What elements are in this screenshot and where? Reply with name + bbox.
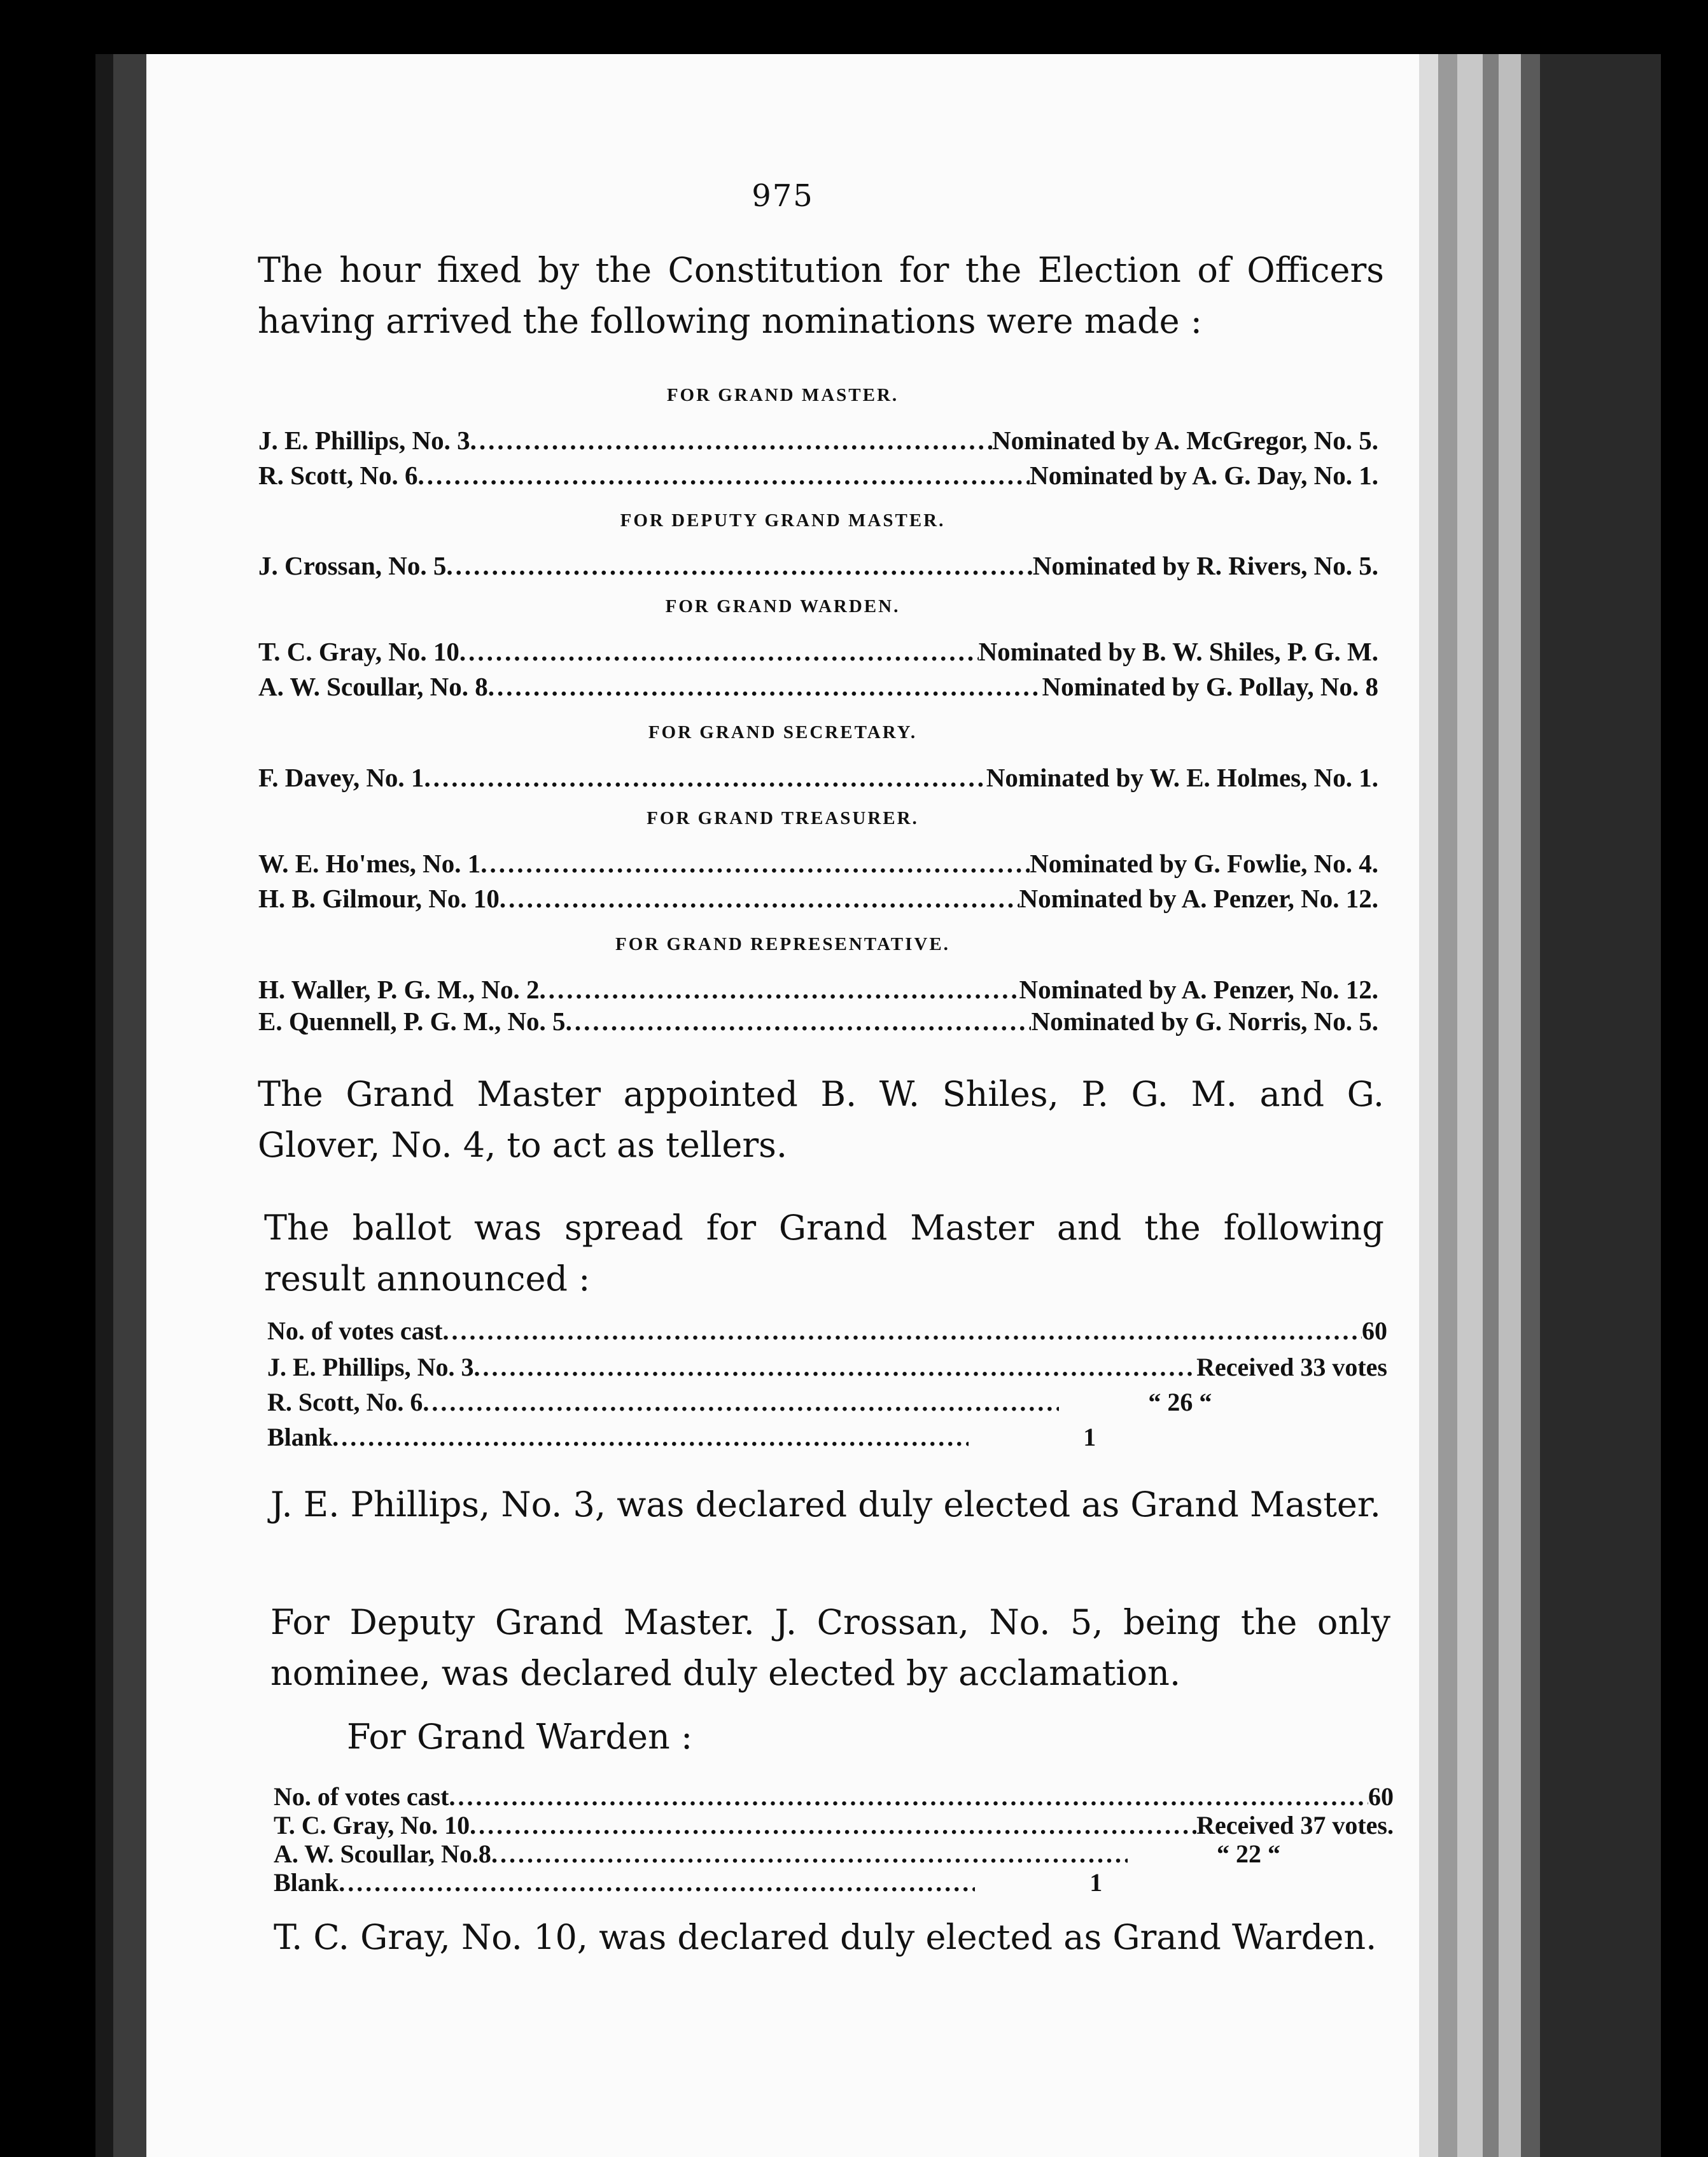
nominator: Nominated by G. Pollay, No. 8: [1042, 672, 1378, 701]
leader-dots: [446, 550, 1032, 581]
heading-grand-representative: FOR GRAND REPRESENTATIVE.: [615, 934, 950, 954]
tally-row: [274, 1810, 1394, 1841]
dgm-paragraph: For Deputy Grand Master. J. Crossan, No. 5, being the only nominee, was declared duly elected by acclamation.: [270, 1602, 1390, 1693]
nominee-name: E. Quennell, P. G. M., No. 5: [258, 1007, 566, 1036]
tally-row: [267, 1352, 1387, 1383]
leader-dots: [443, 1316, 1362, 1346]
nominee-name: J. E. Phillips, No. 3: [258, 426, 470, 455]
leader-dots: [474, 1352, 1197, 1382]
nomination-row: [258, 460, 1378, 492]
leader-dots: [424, 762, 986, 793]
intro-paragraph: The hour fixed by the Constitution for the Election of Officers having arrived the following nominations were made :: [258, 250, 1384, 341]
page-edges: [1419, 54, 1686, 2157]
nomination-row: [258, 883, 1378, 915]
page-number: 975: [752, 178, 814, 214]
nominee-name: J. Crossan, No. 5: [258, 551, 447, 580]
nominee-name: W. E. Ho'mes, No. 1: [258, 849, 481, 878]
tally-label: T. C. Gray, No. 10: [274, 1811, 470, 1839]
leader-dots: [470, 425, 992, 456]
binding-shadow-dark: [95, 54, 113, 2157]
page: [146, 54, 1419, 2157]
leader-dots: [449, 1782, 1369, 1811]
gw-heading: For Grand Warden :: [347, 1717, 693, 1757]
ballot-paragraph: The ballot was spread for Grand Master and the following result announced :: [264, 1208, 1384, 1299]
tally-label: Blank: [267, 1423, 333, 1451]
tally-value: “ 26 “: [1148, 1388, 1212, 1416]
tally-value: 60: [1362, 1316, 1387, 1345]
nominator: Nominated by A. G. Day, No. 1.: [1030, 461, 1378, 490]
heading-grand-treasurer: FOR GRAND TREASURER.: [647, 808, 919, 828]
nominee-name: H. B. Gilmour, No. 10: [258, 884, 500, 913]
leader-dots: [488, 671, 1042, 702]
tally-row: [267, 1316, 1387, 1346]
nomination-row: [258, 425, 1378, 457]
nominator: Nominated by W. E. Holmes, No. 1.: [986, 763, 1378, 792]
tally-value: 60: [1368, 1782, 1394, 1811]
nomination-row: [258, 1006, 1378, 1038]
heading-grand-warden: FOR GRAND WARDEN.: [665, 596, 900, 617]
leader-dots: [339, 1867, 975, 1897]
leader-dots: [500, 883, 1019, 914]
gw-elected-paragraph: T. C. Gray, No. 10, was declared duly elected as Grand Warden.: [274, 1917, 1377, 1957]
leader-dots: [540, 974, 1019, 1005]
tally-label: J. E. Phillips, No. 3: [267, 1353, 474, 1381]
tally-label: No. of votes cast: [274, 1782, 449, 1811]
tally-label: A. W. Scoullar, No.8: [274, 1839, 491, 1868]
nominator: Nominated by A. Penzer, No. 12.: [1019, 884, 1378, 913]
tally-label: No. of votes cast: [267, 1316, 443, 1345]
tally-value: Received 37 votes.: [1196, 1811, 1394, 1839]
nomination-row: [258, 671, 1378, 703]
tally-row: [267, 1422, 1387, 1453]
tally-value: Received 33 votes: [1196, 1353, 1387, 1381]
nominee-name: F. Davey, No. 1: [258, 763, 424, 792]
nominator: Nominated by B. W. Shiles, P. G. M.: [978, 637, 1378, 666]
gm-elected-paragraph: J. E. Phillips, No. 3, was declared duly elected as Grand Master.: [270, 1484, 1381, 1525]
heading-grand-master: FOR GRAND MASTER.: [666, 385, 899, 405]
leader-dots: [566, 1006, 1032, 1037]
leader-dots: [423, 1387, 1059, 1417]
tally-value: “ 22 “: [1216, 1839, 1280, 1868]
tally-row: [274, 1867, 1394, 1898]
leader-dots: [459, 636, 979, 667]
tally-row: [267, 1387, 1387, 1418]
tellers-paragraph: The Grand Master appointed B. W. Shiles, P. G. M. and G. Glover, No. 4, to act as tellers.: [258, 1074, 1384, 1165]
heading-grand-secretary: FOR GRAND SECRETARY.: [648, 722, 918, 743]
nomination-row: [258, 636, 1378, 668]
leader-dots: [332, 1422, 969, 1452]
tally-label: R. Scott, No. 6: [267, 1388, 423, 1416]
nomination-row: [258, 974, 1378, 1006]
nominator: Nominated by G. Fowlie, No. 4.: [1030, 849, 1378, 878]
nomination-row: [258, 550, 1378, 582]
nominator: Nominated by A. McGregor, No. 5.: [992, 426, 1378, 455]
leader-dots: [480, 848, 1030, 879]
leader-dots: [491, 1839, 1128, 1869]
leader-dots: [470, 1810, 1196, 1840]
nominee-name: H. Waller, P. G. M., No. 2: [258, 975, 540, 1004]
tally-value: 1: [1089, 1868, 1103, 1897]
tally-row: [274, 1782, 1394, 1812]
nominee-name: A. W. Scoullar, No. 8: [258, 672, 488, 701]
nomination-row: [258, 762, 1378, 794]
tally-label: Blank: [274, 1868, 339, 1897]
nomination-row: [258, 848, 1378, 880]
leader-dots: [418, 460, 1030, 491]
nominator: Nominated by G. Norris, No. 5.: [1031, 1007, 1378, 1036]
nominee-name: R. Scott, No. 6: [258, 461, 418, 490]
heading-deputy-grand-master: FOR DEPUTY GRAND MASTER.: [620, 510, 946, 531]
nominator: Nominated by A. Penzer, No. 12.: [1019, 975, 1378, 1004]
tally-value: 1: [1083, 1423, 1096, 1451]
nominee-name: T. C. Gray, No. 10: [258, 637, 459, 666]
tally-row: [274, 1839, 1394, 1869]
nominator: Nominated by R. Rivers, No. 5.: [1032, 551, 1378, 580]
